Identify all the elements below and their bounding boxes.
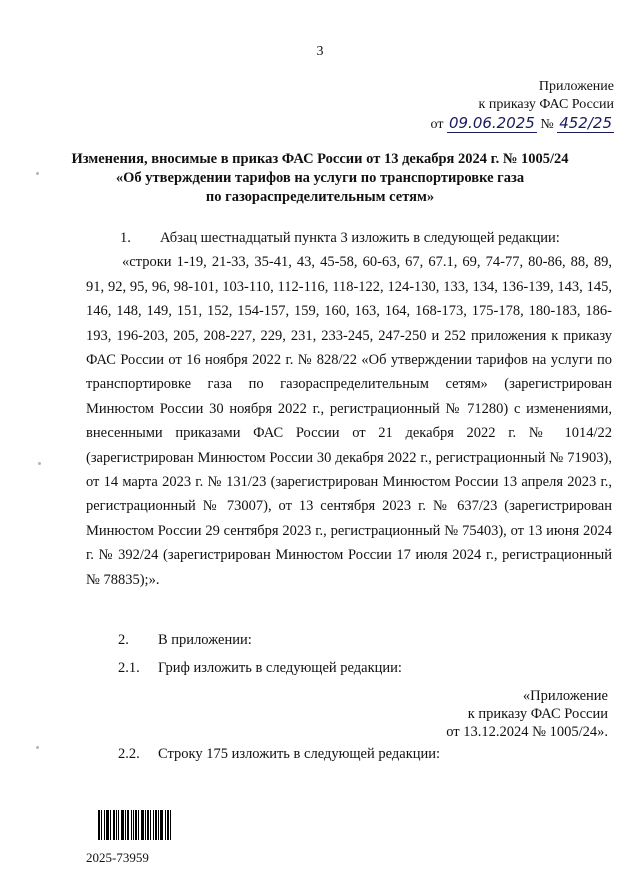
scan-speck [38, 462, 41, 465]
item-1-heading [86, 226, 612, 250]
scan-speck [36, 172, 39, 175]
item-1-quote-text: «строки 1-19, 21-33, 35-41, 43, 45-58, 60-63, 67, 67.1, 69, 74-77, 80-86, 88, 89, 91, 92, 95, 96, 98-101, 103-110, 112-116, 118-122, 124-130, 133, 134, 136-139, 143, 145, 146, 148, 149, 151, 152, 154-157, 159, 160, 163, 164, 168-173, 175-178, 180-183, 186-193, 196-203, 205, 208-227, 229, 231, 233-245, 247-250 и 252 приложения к приказу ФАС России от 16 ноября 2022 г. № 828/22 «Об утверждении тарифов на услуги по транспортировке газа по газораспределительным сетям» (зарегистрирован Минюстом России 30 ноября 2022 г., регистрационный № 71280) с изменениями, внесенными приказами ФАС России от 21 декабря 2022 г. № 1014/22 (зарегистрирован Минюстом России 30 декабря 2022 г., регистрационный № 71903), от 14 марта 2023 г. № 131/23 (зарегистрирован Минюстом России 13 апреля 2023 г., регистрационный № 73007), от 13 сентября 2023 г. № 637/23 (зарегистрирован Минюстом России 29 сентября 2023 г., регистрационный № 75403), от 13 июня 2024 г. № 392/24 (зарегистрирован Минюстом России 17 июля 2024 г., регистрационный № 78835);». [86, 254, 612, 588]
scan-speck [36, 746, 39, 749]
item-2 [118, 632, 252, 649]
item-2-1-number: 2.1. [118, 660, 140, 676]
item-1-block [86, 226, 612, 592]
document-title [60, 150, 580, 207]
grif-line-3: от 13.12.2024 № 1005/24». [446, 724, 608, 740]
grif-line-2: к приказу ФАС России [467, 706, 608, 722]
page-number: 3 [316, 44, 324, 59]
item-2-number: 2. [118, 632, 129, 648]
grif-block [446, 687, 608, 741]
item-2-1 [118, 660, 402, 677]
item-2-2-text: Строку 175 изложить в следующей редакции: [158, 746, 441, 762]
title-line-2: «Об утверждении тарифов на услуги по транспортировке газа [115, 170, 525, 186]
title-line-1: Изменения, вносимые в приказ ФАС России от 13 декабря 2024 г. № 1005/24 [71, 151, 569, 167]
item-1-quote [86, 250, 612, 592]
item-2-2-number: 2.2. [118, 746, 140, 762]
appendix-date-prefix: от [430, 117, 444, 132]
barcode-label: 2025-73959 [86, 850, 149, 865]
item-1-number: 1. [120, 230, 131, 246]
appendix-title: Приложение [538, 79, 614, 94]
title-line-3: по газораспределительным сетям» [205, 189, 435, 205]
appendix-number: 452/25 [559, 114, 612, 132]
appendix-header [431, 78, 614, 134]
appendix-date-number-line [431, 114, 614, 134]
item-2-text: В приложении: [158, 632, 252, 648]
appendix-order-ref: к приказу ФАС России [478, 97, 614, 112]
item-1-text: Абзац шестнадцатый пункта 3 изложить в следующей редакции: [160, 230, 560, 246]
barcode [98, 810, 184, 840]
item-2-1-text: Гриф изложить в следующей редакции: [158, 660, 402, 676]
appendix-date: 09.06.2025 [448, 114, 535, 132]
appendix-number-sign: № [540, 117, 554, 132]
item-2-2 [118, 746, 440, 763]
grif-line-1: «Приложение [522, 688, 608, 704]
